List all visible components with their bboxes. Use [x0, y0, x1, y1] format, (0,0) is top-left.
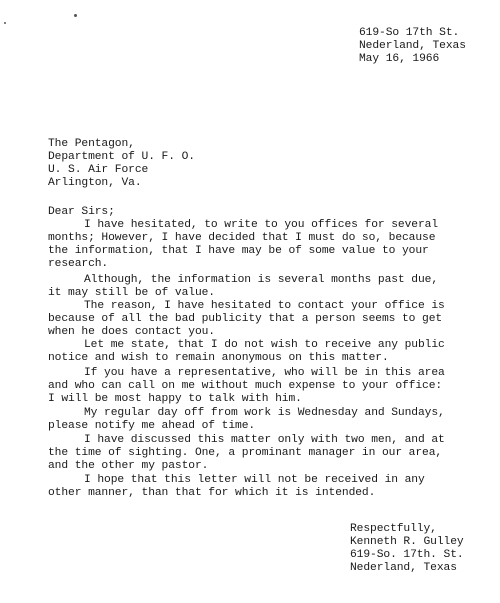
body-line: when he does contact you. [48, 326, 215, 338]
body-line: please notify me ahead of time. [48, 420, 256, 432]
signer-city: Nederland, Texas [350, 562, 457, 574]
scan-speck [74, 14, 77, 17]
salutation: Dear Sirs; [48, 206, 115, 218]
body-line: I have discussed this matter only with two men, and at [84, 434, 445, 446]
body-line: the time of sighting. One, a prominant manager in our area, [48, 447, 443, 459]
body-line: Although, the information is several months past due, [84, 274, 438, 286]
body-line: months; However, I have decided that I must do so, because [48, 232, 436, 244]
body-line: and the other my pastor. [48, 460, 209, 472]
recipient-line-4: Arlington, Va. [48, 177, 142, 189]
scan-speck [4, 22, 6, 24]
sender-street: 619-So 17th St. [359, 27, 460, 39]
body-line: I hope that this letter will not be received in any [84, 474, 425, 486]
signer-street: 619-So. 17th. St. [350, 549, 464, 561]
body-line: notice and wish to remain anonymous on this matter. [48, 352, 389, 364]
body-line: the information, that I have may be of some value to your [48, 245, 429, 257]
recipient-line-3: U. S. Air Force [48, 164, 149, 176]
sender-city: Nederland, Texas [359, 40, 466, 52]
body-line: and who can call on me without much expense to your office: [48, 380, 443, 392]
body-line: My regular day off from work is Wednesday and Sundays, [84, 407, 445, 419]
body-line: other manner, than that for which it is intended. [48, 487, 376, 499]
body-line: The reason, I have hesitated to contact your office is [84, 300, 445, 312]
body-line: Let me state, that I do not wish to receive any public [84, 339, 445, 351]
closing: Respectfully, [350, 523, 437, 535]
recipient-line-2: Department of U. F. O. [48, 151, 195, 163]
body-line: I have hesitated, to write to you offices for several [84, 219, 438, 231]
body-line: research. [48, 258, 109, 270]
body-line: I will be most happy to talk with him. [48, 393, 302, 405]
body-line: If you have a representative, who will be in this area [84, 367, 445, 379]
recipient-line-1: The Pentagon, [48, 138, 135, 150]
body-line: it may still be of value. [48, 287, 215, 299]
body-line: because of all the bad publicity that a person seems to get [48, 313, 443, 325]
letter-date: May 16, 1966 [359, 53, 440, 65]
signer-name: Kenneth R. Gulley [350, 536, 464, 548]
